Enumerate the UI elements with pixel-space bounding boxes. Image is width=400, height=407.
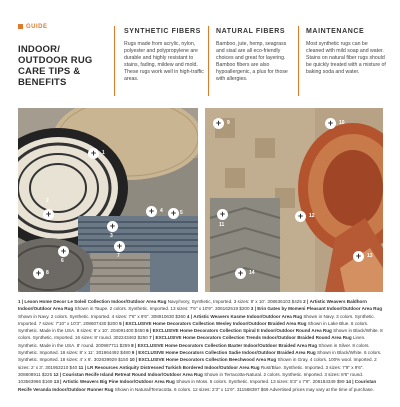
plus-icon[interactable]: + xyxy=(213,118,224,129)
caption-item: 7 | EXCLUSIVE Home Decorators Collection Trends Indoor/Outdoor Braided Round Area Rug Linen. Synthetic. Made in the USA. 8' round. 200987711 $259 xyxy=(18,335,366,348)
section-synthetic xyxy=(124,28,204,83)
caption-item: 4 | Artistic Weavers Kasme Indoor/Outdoor Area Rug Shown in Navy. 3 colors. Synthetic. Imported. 7 sizes: 7'10" x 10'3". 208607430 $200 xyxy=(18,313,375,326)
plus-icon[interactable]: + xyxy=(107,221,118,232)
guide-text: GUIDE xyxy=(26,24,48,31)
marker-number: 10 xyxy=(339,120,345,126)
square-icon xyxy=(18,24,23,29)
marker-number: 3 xyxy=(110,233,113,239)
plus-icon[interactable]: + xyxy=(295,211,306,222)
photo-rugs-left xyxy=(18,108,198,292)
marker-number: 8 xyxy=(46,270,49,276)
section-maintenance xyxy=(306,28,386,76)
marker-number: 11 xyxy=(219,222,225,228)
marker-number: 7 xyxy=(117,253,120,259)
caption-item: 5 | EXCLUSIVE Home Decorators Collection Wesley Indoor/Outdoor Braided Area Rug Shown in Lake Blue. 6 colors. Synthetic. Made in the USA. 8 sizes: 8' x 10'. 204091400 $450 xyxy=(18,320,369,334)
plus-icon[interactable]: + xyxy=(146,206,157,217)
divider xyxy=(208,26,209,96)
footnote: Advertised prices may vary at the time of purchase. xyxy=(269,386,374,392)
guide-label xyxy=(18,24,48,30)
section-heading: SYNTHETIC FIBERS xyxy=(124,28,201,35)
section-body: Rugs made from acrylic, nylon, polyester and polypropylene are durable and highly resistant to stains, fading, mildew and mold. These rugs work well in high-traffic areas. xyxy=(124,41,204,82)
caption-item: 12 | Couristan Recife Island Retreat Round Indoor/Outdoor Area Rug Shown in Terracotta-Natural. 2 colors. Synthetic. Imported. 3 sizes: 8'6" round. 103563966 $169 xyxy=(18,371,364,385)
plus-icon[interactable]: + xyxy=(325,118,336,129)
marker-number: 2 xyxy=(46,198,49,204)
caption-item: 10 | EXCLUSIVE Home Decorators Collection Beechwood Area Rug Shown in Gray. 4 colors. 100% wool. Imported. 2 sizes: 2' x 3'. 301953210 $40 xyxy=(18,357,377,370)
plus-icon[interactable]: + xyxy=(43,209,54,220)
section-natural xyxy=(216,28,296,83)
divider xyxy=(114,26,115,96)
plus-icon[interactable]: + xyxy=(168,208,179,219)
caption-item: 9 | EXCLUSIVE Home Decorators Collection Sadie Indoor/Outdoor Braided Area Rug Shown in Black/White. 6 colors. Synthetic. Imported. 18 sizes: 4' x 6'. 302639929 $150 xyxy=(18,350,382,363)
section-heading: NATURAL FIBERS xyxy=(216,28,286,35)
marker-number: 9 xyxy=(227,120,230,126)
marker-number: 14 xyxy=(249,270,255,276)
rugs-right-illustration xyxy=(205,108,383,292)
marker-number: 13 xyxy=(367,253,373,259)
captions xyxy=(18,298,384,393)
section-body: Bamboo, jute, hemp, seagrass and sisal are all eco-friendly choices and great for layering. Bamboo fibers are also hypoallergenic, a plus for those with allergies. xyxy=(216,41,288,82)
divider xyxy=(298,26,299,96)
plus-icon[interactable]: + xyxy=(353,251,364,262)
marker-number: 12 xyxy=(309,213,315,219)
marker-number: 5 xyxy=(180,210,183,216)
page-title: INDOOR/ OUTDOOR RUG CARE TIPS & BENEFITS xyxy=(18,44,93,88)
marker-number: 4 xyxy=(160,208,163,214)
marker-number: 1 xyxy=(102,150,105,156)
section-heading: MAINTENANCE xyxy=(306,28,365,35)
caption-item: 14 | Couristan Recife Veranda Indoor/Outdoor Runner Rug Shown in Natural/Terracotta. 6 colors. 12 sizes: 2'3" x 11'9". 311568397 $69 xyxy=(18,379,377,392)
plus-icon[interactable]: + xyxy=(114,241,125,252)
plus-icon[interactable]: + xyxy=(235,268,246,279)
caption-item: 8 | EXCLUSIVE Home Decorators Collection Baxter Indoor/Outdoor Braided Area Rug Shown in Silver. 8 colors. Synthetic. Imported. 18 sizes: 8' x 11'. 301964492 $480 xyxy=(18,342,370,356)
photo-rugs-right xyxy=(205,108,383,292)
plus-icon[interactable]: + xyxy=(33,268,44,279)
plus-icon[interactable]: + xyxy=(217,209,228,220)
caption-item: 1 | Lexon Home Decor Le Soleil Collection Indoor/Outdoor Area Rug Navy/Ivory, Synthetic, Imported. 3 sizes: 8' x 10'. 308636103 $425 xyxy=(18,299,302,304)
caption-item: 13 | Artistic Weavers Big Pine Indoor/Outdoor Area Rug Shown in Moss. 5 colors. Synthetic. Imported. 13 sizes: 5'3" x 7'6". 206184349 $99 xyxy=(53,379,345,385)
section-body: Most synthetic rugs can be cleaned with mild soap and water. Stains on natural fiber rugs should be quickly treated with a mixture of baking soda and water. xyxy=(306,41,386,75)
plus-icon[interactable]: + xyxy=(88,148,99,159)
caption-item: 3 | Erin Gates by Momeni Pleasant Indoor/Outdoor Area Rug Shown in Navy. 2 colors. Synthetic. Imported. 4 sizes: 7'6" x 9'6". 308910630 $360 xyxy=(18,306,383,319)
rugs-left-illustration xyxy=(18,108,198,292)
caption-item: 6 | EXCLUSIVE Home Decorators Collection Spiral II Indoor/Outdoor Round Area Rug Shown in Black/White. 8 colors. Synthetic. Imported. 16 sizes: 8' round. 302243463 $250 xyxy=(18,328,383,341)
caption-item: 11 | LR Resources Antiquity Distressed Turkish Bordered Indoor/Outdoor Area Rug Rust/Blue. Synthetic. Imported. 3 sizes: 7'9" x 9'6". 308808911 $225 xyxy=(18,364,364,377)
plus-icon[interactable]: + xyxy=(58,246,69,257)
marker-number: 6 xyxy=(61,258,64,264)
caption-item: 2 | Artistic Weavers Baldhorn Indoor/Outdoor Area Rug Shown in Taupe. 2 colors. Synthetic. Imported. 13 sizes: 7'6" x 10'9". 306162519 $200 xyxy=(18,299,367,312)
